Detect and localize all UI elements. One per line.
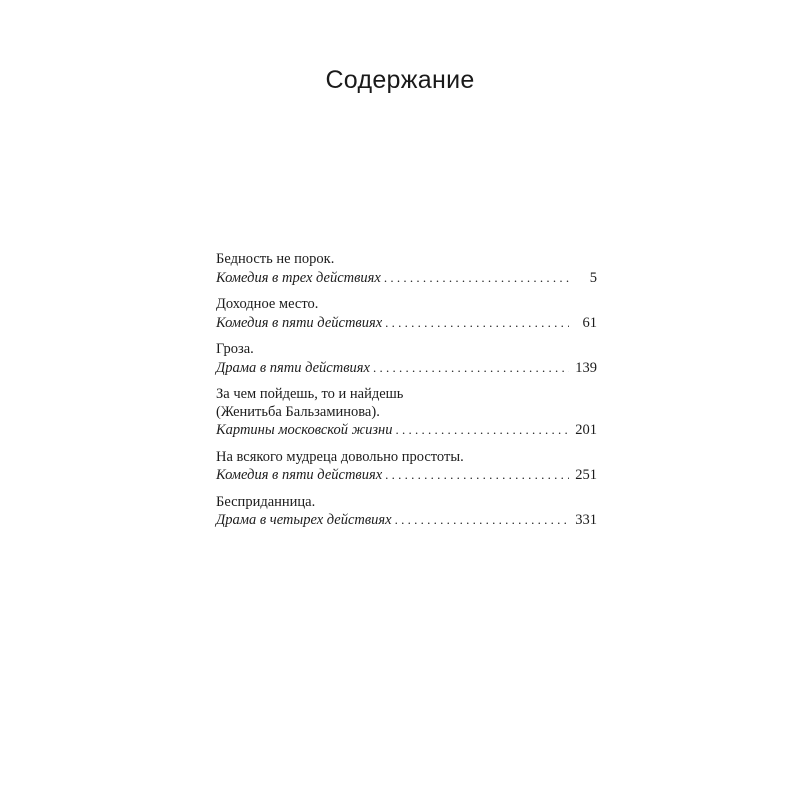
toc-entry-subtitle: Драма в пяти действиях — [216, 359, 370, 376]
toc-entry-subtitle-line — [216, 269, 597, 288]
table-of-contents — [216, 251, 597, 539]
toc-entry-title: Доходное место. — [216, 296, 319, 312]
toc-entry-subtitle-line — [216, 466, 597, 485]
toc-entry-subtitle-line — [216, 359, 597, 378]
toc-entry-title: Бесприданница. — [216, 493, 316, 510]
toc-entry — [216, 341, 597, 377]
toc-entry-subtitle-line — [216, 511, 597, 530]
toc-entry — [216, 386, 597, 440]
dot-leader — [373, 359, 569, 377]
toc-entry-subtitle: Комедия в пяти действиях — [216, 467, 383, 483]
toc-entry-subtitle: Драма в четырех действиях — [216, 512, 392, 528]
toc-entry-page-number: 139 — [575, 359, 597, 376]
toc-entry-subtitle-line — [216, 421, 597, 440]
toc-entry-page-number: 331 — [575, 512, 597, 528]
toc-entry — [216, 494, 597, 530]
toc-entry — [216, 296, 597, 332]
toc-entry-page-number: 251 — [575, 467, 597, 483]
dot-leader — [385, 466, 569, 484]
toc-entry-subtitle: Комедия в пяти действиях — [216, 314, 383, 331]
toc-entry — [216, 251, 597, 287]
dot-leader — [385, 314, 569, 332]
toc-entry-title: За чем пойдешь, то и найдешь — [216, 386, 404, 402]
dot-leader — [395, 421, 569, 439]
toc-entry-title: Гроза. — [216, 341, 254, 357]
dot-leader — [395, 511, 569, 529]
toc-entry-title: Бедность не порок. — [216, 251, 335, 267]
dot-leader — [384, 269, 569, 287]
toc-entry-page-number: 201 — [575, 422, 597, 438]
toc-entry-subtitle: Комедия в трех действиях — [216, 269, 381, 286]
toc-entry-subtitle: Картины московской жизни — [216, 422, 393, 438]
toc-entry-title: На всякого мудреца довольно простоты. — [216, 448, 464, 465]
toc-entry-page-number: 5 — [589, 269, 597, 286]
toc-entry-page-number: 61 — [582, 314, 597, 331]
toc-entry-title-continued: (Женитьба Бальзаминова). — [216, 403, 380, 420]
page-title: Содержание — [325, 66, 475, 94]
toc-entry — [216, 449, 597, 485]
toc-entry-subtitle-line — [216, 314, 597, 333]
